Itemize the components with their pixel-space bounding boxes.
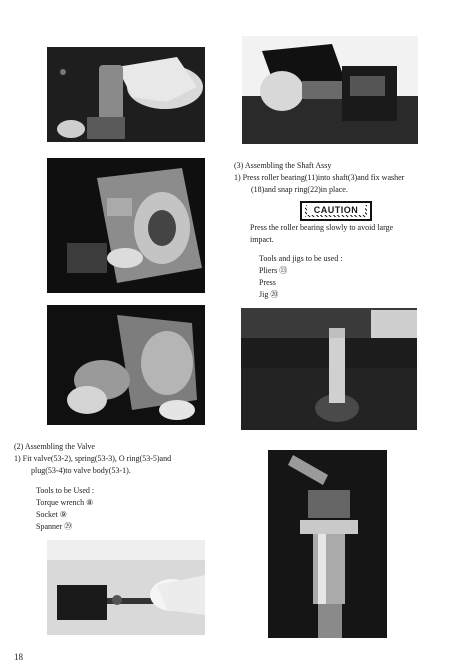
photo-vise [242,36,418,144]
section2-tool-socket: Socket ⑨ [36,510,67,519]
section2-step1-line1: 1) Fit valve(53-2), spring(53-3), O ring(53-5)and [14,454,172,463]
section2-tool-torque-wrench: Torque wrench ⑧ [36,498,94,507]
photo-press-shaft [241,308,417,430]
caution-note-line2: impact. [250,235,274,244]
caution-note-line1: Press the roller bearing slowly to avoid large [250,223,394,232]
photo-housing [47,158,205,293]
page-number: 18 [14,652,23,662]
caution-box [300,201,372,221]
section2-heading: (2) Assembling the Valve [14,442,95,451]
section3-tools-heading: Tools and jigs to be used : [259,254,343,263]
section2-tool-spanner: Spanner ㉙ [36,522,73,531]
section3-tool-pliers: Pliers ⑬ [259,266,288,275]
section2-step1-line2: plug(53-4)to valve body(53-1). [31,466,131,475]
section3-tool-press: Press [259,278,276,287]
section3-tool-jig: Jig ⑳ [259,290,279,299]
photo-pliers-shaft [268,450,387,638]
caution-label: CAUTION [307,205,365,215]
section3-step1-line1: 1) Press roller bearing(11)into shaft(3)and fix washer [234,173,405,182]
photo-torque-wrench [47,540,205,635]
photo-shaft-part [47,47,205,142]
section3-heading: (3) Assembling the Shaft Assy [234,161,332,170]
section2-tools-heading: Tools to be Used : [36,486,95,495]
photo-valve-parts [47,305,205,425]
section3-step1-line2: (18)and snap ring(22)in place. [251,185,348,194]
